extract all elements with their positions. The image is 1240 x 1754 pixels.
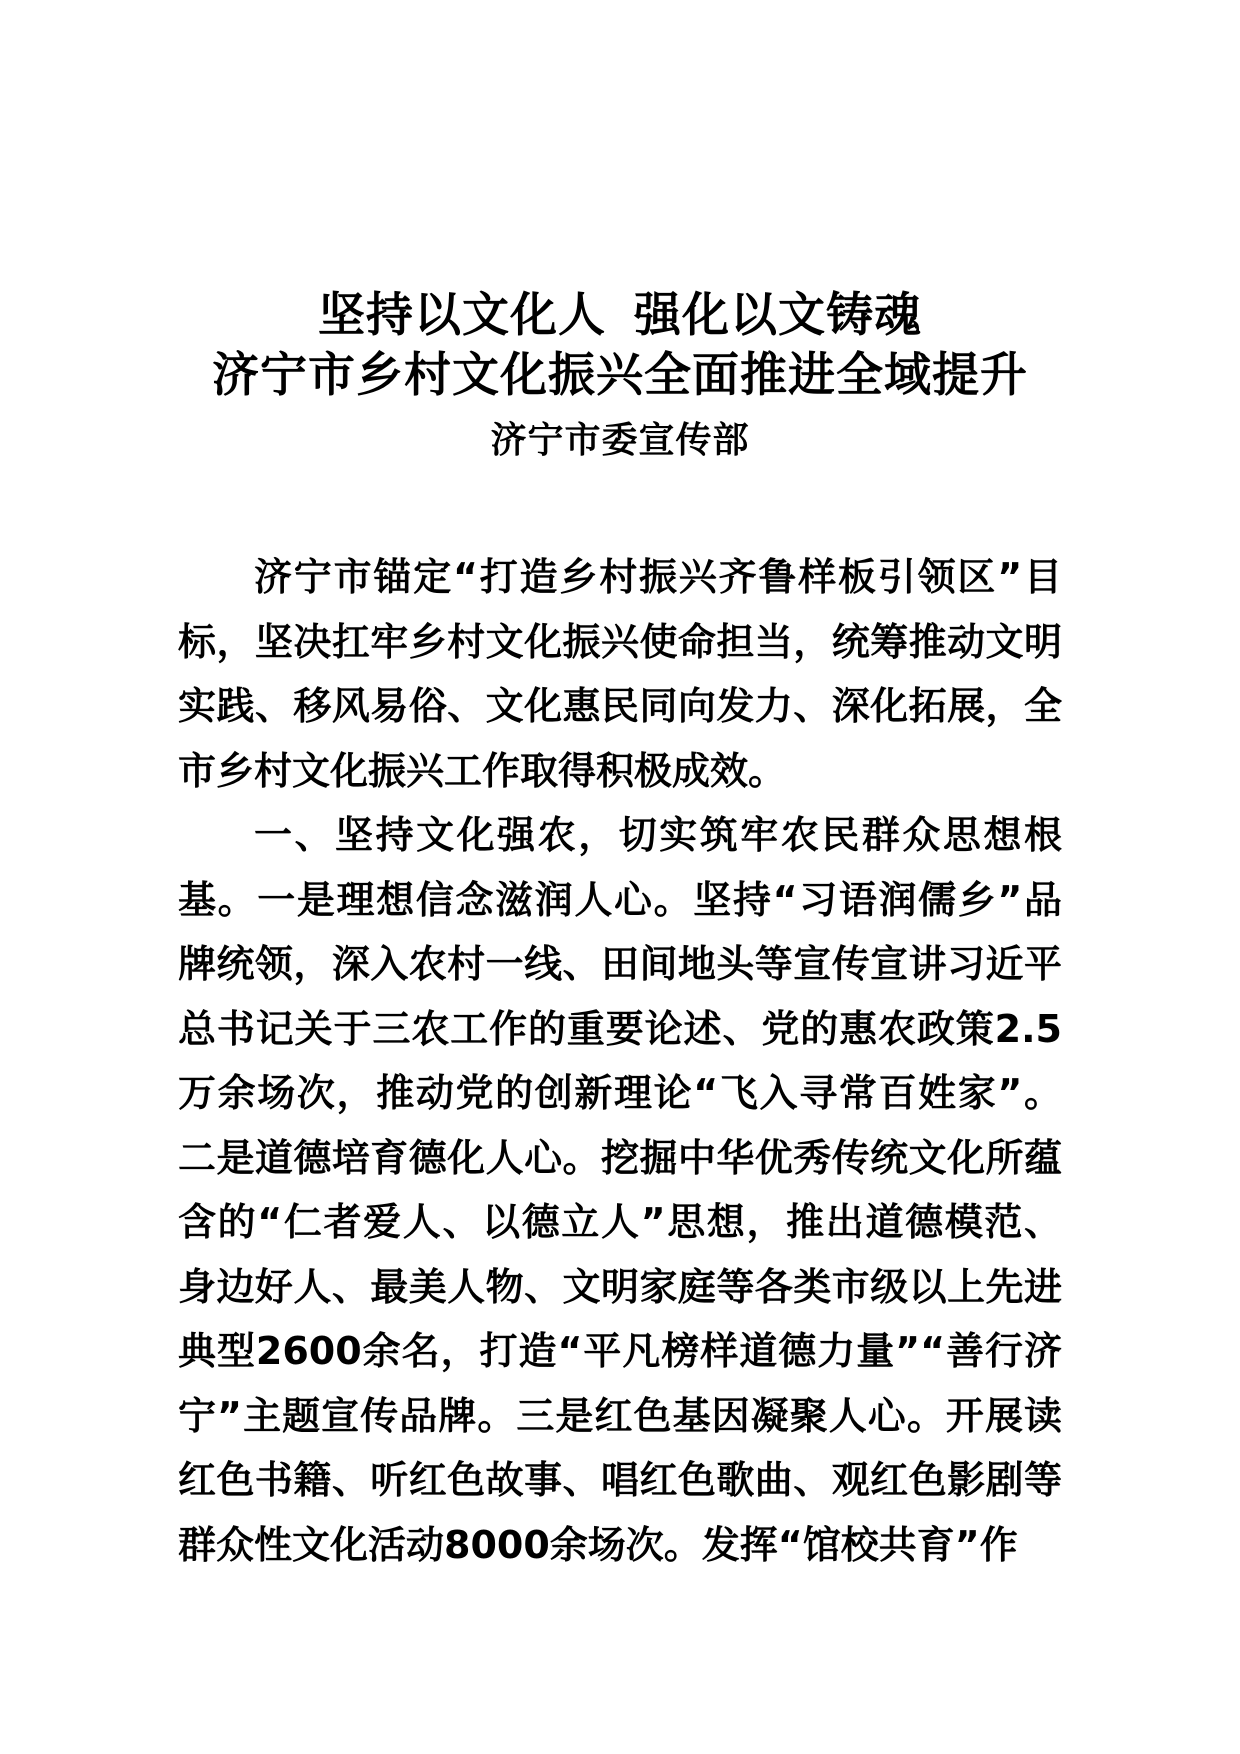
- paragraph-intro: 济宁市锚定“打造乡村振兴齐鲁样板引领区”目标，坚决扛牢乡村文化振兴使命担当，统筹推动文明实践、移风易俗、文化惠民同向发力、深化拓展，全市乡村文化振兴工作取得积极成效。: [178, 555, 1062, 793]
- title-block: [0, 286, 1240, 470]
- title-part-2: 强化以文铸魂: [634, 288, 922, 343]
- document-author: 济宁市委宣传部: [490, 420, 750, 461]
- document-title-line-1: [0, 286, 1240, 346]
- title-part-1: 坚持以文化人: [318, 288, 606, 343]
- paragraph-section-1: 一、坚持文化强农，切实筑牢农民群众思想根基。一是理想信念滋润人心。坚持“习语润儒乡”品牌统领，深入农村一线、田间地头等宣传宣讲习近平总书记关于三农工作的重要论述、党的惠农政策2.5万余场次，推动党的创新理论“飞入寻常百姓家”。二是道德培育德化人心。挖掘中华优秀传统文化所蕴含的“仁者爱人、以德立人”思想，推出道德模范、身边好人、最美人物、文明家庭等各类市级以上先进典型2600余名，打造“平凡榜样道德力量”“善行济宁”主题宣传品牌。三是红色基因凝聚人心。开展读红色书籍、听红色故事、唱红色歌曲、观红色影剧等群众性文化活动8000余场次。发挥“馆校共育”作: [178, 813, 1062, 1567]
- document-title-line-2: 济宁市乡村文化振兴全面推进全域提升: [212, 348, 1028, 403]
- document-body: [178, 545, 1062, 1577]
